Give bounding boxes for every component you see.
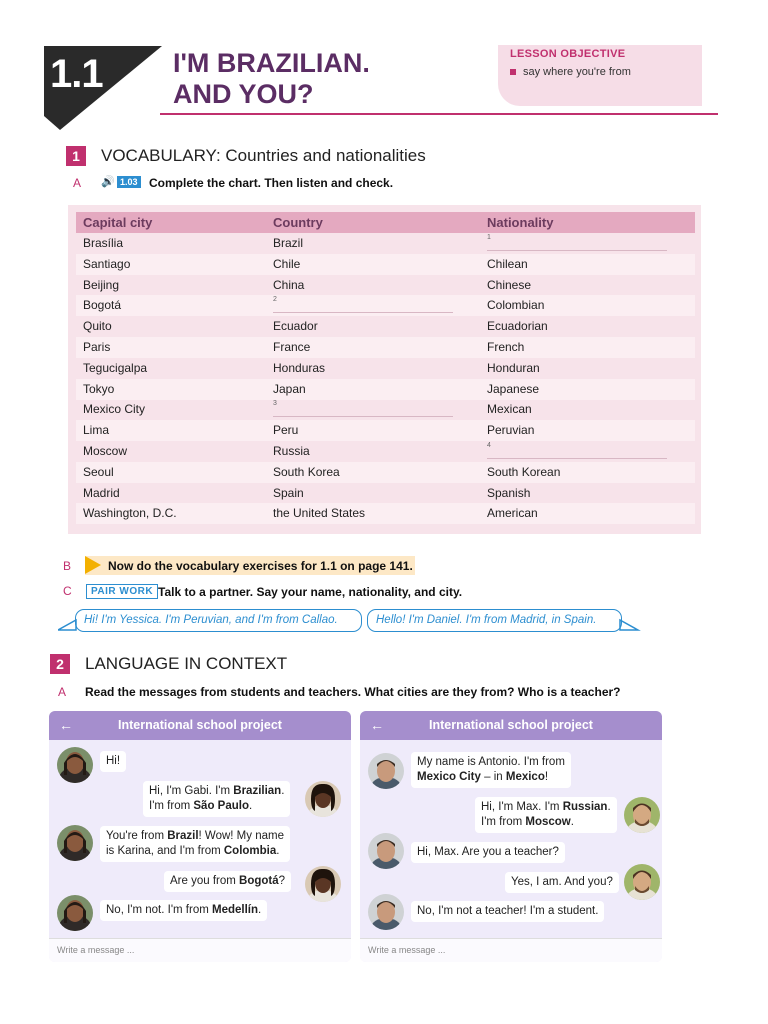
objective-item: say where you're from xyxy=(510,66,690,78)
unit-number: 1.1 xyxy=(50,52,103,96)
speech-bubble-daniel: Hello! I'm Daniel. I'm from Madrid, in Spain. xyxy=(367,609,622,632)
lesson-objective-box xyxy=(498,45,702,106)
exercise-letter-a-2: A xyxy=(58,685,67,699)
blank-answer-line[interactable] xyxy=(273,297,453,313)
cell-capital-city: Mexico City xyxy=(83,402,146,417)
exercise-b-instruction[interactable]: Now do the vocabulary exercises for 1.1 on page 141. xyxy=(108,559,413,573)
message-karina-2: You're from Brazil! Wow! My name is Karina, and I'm from Colombia. xyxy=(100,826,290,862)
chat-header: ← International school project xyxy=(360,711,662,740)
blank-number: 4 xyxy=(487,442,491,449)
header-nationality: Nationality xyxy=(487,215,554,230)
cell-country: China xyxy=(273,277,305,292)
pair-work-tag: PAIR WORK xyxy=(86,584,158,599)
cell-nationality: Chilean xyxy=(487,256,528,271)
exercise-a-instruction: Complete the chart. Then listen and check. xyxy=(149,176,394,190)
cell-nationality: Chinese xyxy=(487,277,532,292)
cell-capital-city: Bogotá xyxy=(83,298,122,313)
chat-header: ← International school project xyxy=(49,711,351,740)
cell-country: Ecuador xyxy=(273,319,318,334)
table-row xyxy=(76,233,695,254)
message-max-1: Hi, I'm Max. I'm Russian. I'm from Moscow. xyxy=(475,797,617,833)
blank-number: 2 xyxy=(273,296,277,304)
section-number-2: 2 xyxy=(50,654,70,674)
table-row xyxy=(76,337,695,358)
avatar-gabi xyxy=(305,781,341,817)
table-row xyxy=(76,399,695,420)
blank-answer-line[interactable] xyxy=(487,443,667,459)
cell-nationality: Spanish xyxy=(487,485,531,500)
play-arrow-icon xyxy=(85,556,101,574)
section-title-vocabulary: VOCABULARY: Countries and nationalities xyxy=(101,146,426,165)
table-row xyxy=(76,441,695,462)
table-row xyxy=(76,483,695,504)
audio-track-tag[interactable]: 1.03 xyxy=(117,176,141,188)
chat-panel-right xyxy=(360,711,662,962)
message-max-2: Yes, I am. And you? xyxy=(505,872,619,893)
message-antonio-3: No, I'm not a teacher! I'm a student. xyxy=(411,901,604,922)
cell-capital-city: Washington, D.C. xyxy=(83,506,177,521)
table-row xyxy=(76,503,695,524)
cell-country: Japan xyxy=(273,381,306,396)
exercise-letter-a: A xyxy=(73,176,82,190)
cell-country: Peru xyxy=(273,423,299,438)
cell-country: Honduras xyxy=(273,360,326,375)
cell-nationality: Honduran xyxy=(487,360,540,375)
square-bullet-icon xyxy=(510,69,516,75)
avatar-karina xyxy=(57,895,93,931)
cell-country: Brazil xyxy=(273,236,304,250)
cell-capital-city: Paris xyxy=(83,340,111,354)
table-row xyxy=(76,275,695,296)
cell-nationality: Colombian xyxy=(487,298,545,313)
cell-country: the United States xyxy=(273,506,366,521)
message-gabi-1: Hi, I'm Gabi. I'm Brazilian. I'm from São Paulo. xyxy=(143,781,290,817)
lesson-title: I'M BRAZILIAN. AND YOU? xyxy=(173,48,370,109)
avatar-antonio xyxy=(368,833,404,869)
cell-capital-city: Seoul xyxy=(83,464,114,479)
speech-bubble-yessica: Hi! I'm Yessica. I'm Peruvian, and I'm from Callao. xyxy=(75,609,362,632)
cell-country: Spain xyxy=(273,485,304,500)
table-row xyxy=(76,420,695,441)
message-karina-1: Hi! xyxy=(100,751,126,772)
table-row xyxy=(76,316,695,337)
chat-panel-left xyxy=(49,711,351,962)
cell-country: Chile xyxy=(273,256,301,271)
blank-number: 3 xyxy=(273,400,277,408)
exercise-letter-b: B xyxy=(63,559,72,573)
section-number-1: 1 xyxy=(66,146,86,166)
table-row xyxy=(76,295,695,316)
cell-nationality: Japanese xyxy=(487,381,540,396)
cell-nationality: South Korean xyxy=(487,464,561,479)
cell-nationality: Ecuadorian xyxy=(487,319,548,334)
table-row xyxy=(76,379,695,400)
blank-answer-line[interactable] xyxy=(487,235,667,251)
avatar-max xyxy=(624,864,660,900)
section2-a-instruction: Read the messages from students and teachers. What cities are they from? Who is a teacher? xyxy=(85,685,621,699)
avatar-karina xyxy=(57,825,93,861)
cell-capital-city: Madrid xyxy=(83,485,120,500)
cell-nationality: Peruvian xyxy=(487,423,535,438)
message-input[interactable]: Write a message ... xyxy=(360,938,662,962)
avatar-gabi xyxy=(305,866,341,902)
cell-country: Russia xyxy=(273,444,310,458)
cell-nationality: Mexican xyxy=(487,402,532,417)
cell-capital-city: Lima xyxy=(83,423,110,438)
header-capital-city: Capital city xyxy=(83,215,153,230)
cell-capital-city: Quito xyxy=(83,319,112,334)
table-row xyxy=(76,254,695,275)
table-row xyxy=(76,358,695,379)
avatar-max xyxy=(624,797,660,833)
blank-number: 1 xyxy=(487,234,491,241)
message-antonio-1: My name is Antonio. I'm from Mexico City – in Mexico! xyxy=(411,752,571,788)
header-country: Country xyxy=(273,215,323,230)
table-row xyxy=(76,462,695,483)
cell-capital-city: Tokyo xyxy=(83,381,115,396)
message-karina-3: No, I'm not. I'm from Medellín. xyxy=(100,900,267,921)
cell-country: France xyxy=(273,340,311,354)
back-arrow-icon[interactable]: ← xyxy=(59,717,73,733)
avatar-antonio xyxy=(368,894,404,930)
section-title-language: LANGUAGE IN CONTEXT xyxy=(85,654,288,673)
cell-nationality: French xyxy=(487,340,525,354)
cell-capital-city: Santiago xyxy=(83,256,131,271)
message-antonio-2: Hi, Max. Are you a teacher? xyxy=(411,842,565,863)
cell-capital-city: Brasília xyxy=(83,236,124,250)
cell-capital-city: Moscow xyxy=(83,444,128,458)
avatar-karina xyxy=(57,747,93,783)
exercise-c-instruction: Talk to a partner. Say your name, nationality, and city. xyxy=(158,585,463,599)
cell-nationality: American xyxy=(487,506,538,521)
avatar-antonio xyxy=(368,753,404,789)
cell-capital-city: Tegucigalpa xyxy=(83,360,148,375)
speaker-icon[interactable]: 🔊 xyxy=(101,176,115,188)
objective-title: LESSON OBJECTIVE xyxy=(510,48,626,60)
cell-capital-city: Beijing xyxy=(83,277,120,292)
blank-answer-line[interactable] xyxy=(273,401,453,417)
back-arrow-icon[interactable]: ← xyxy=(370,717,384,733)
cell-country: South Korea xyxy=(273,464,340,479)
exercise-letter-c: C xyxy=(63,584,72,598)
message-gabi-2: Are you from Bogotá? xyxy=(164,871,291,892)
table-header xyxy=(76,212,695,233)
header-divider xyxy=(160,113,718,115)
message-input[interactable]: Write a message ... xyxy=(49,938,351,962)
